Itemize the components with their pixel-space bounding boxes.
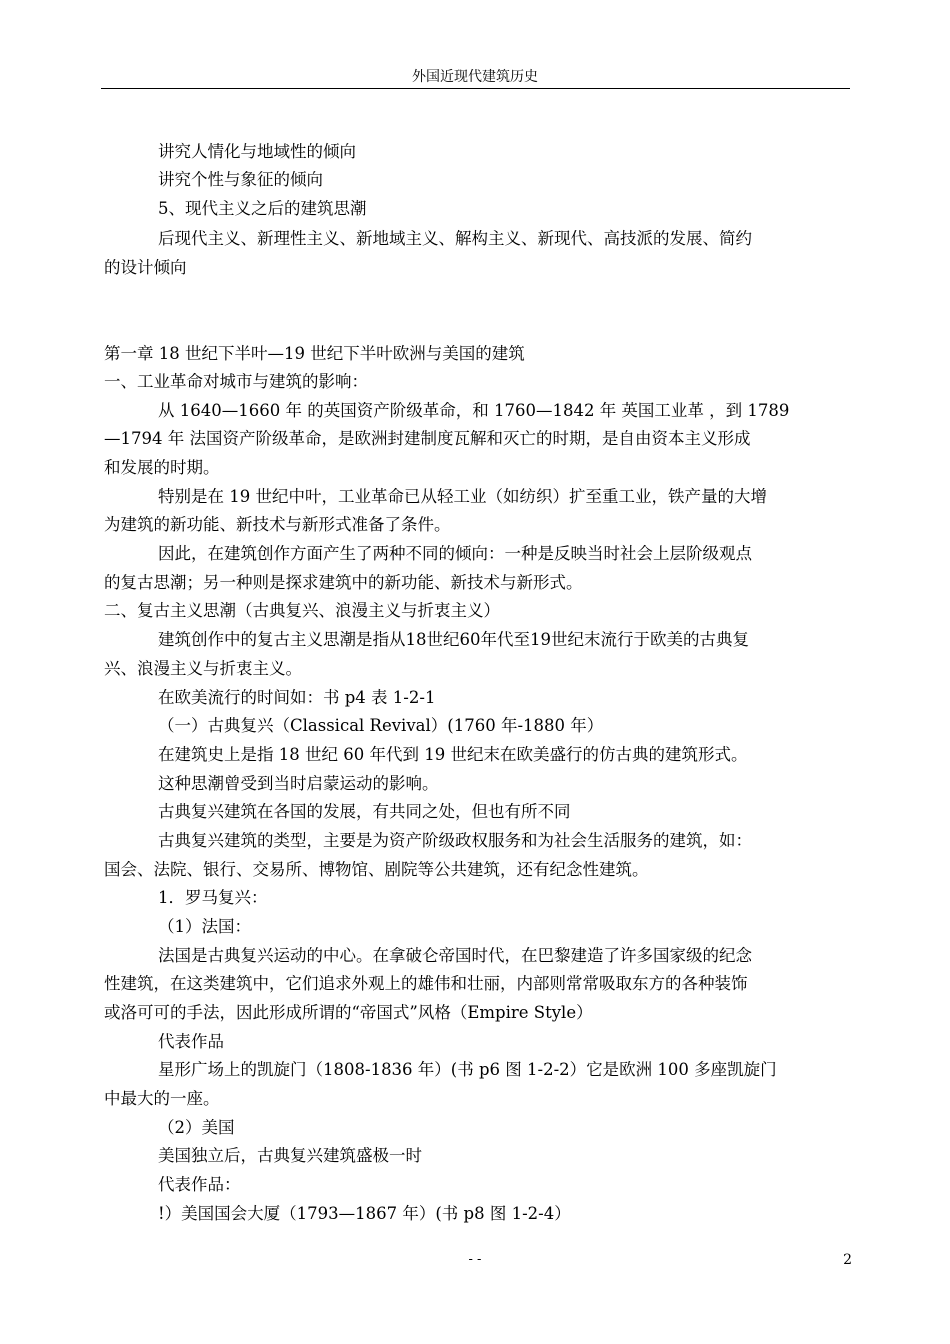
text-line: 这种思潮曾受到当时启蒙运动的影响。: [158, 774, 439, 793]
text-line: 为建筑的新功能、新技术与新形式准备了条件。: [104, 515, 451, 534]
text-line: 在欧美流行的时间如：书 p4 表 1-2-1: [158, 688, 436, 707]
header-rule: [101, 88, 850, 89]
subsection-heading: （一）古典复兴（Classical Revival）(1760 年-1880 年）: [158, 716, 604, 735]
text-line: 的复古思潮；另一种则是探求建筑中的新功能、新技术与新形式。: [104, 573, 583, 592]
list-heading: （2）美国: [158, 1118, 235, 1137]
text-line: 从 1640—1660 年 的英国资产阶级革命，和 1760—1842 年 英国工业革 ，到 1789: [158, 401, 790, 420]
text-line: 后现代主义、新理性主义、新地域主义、解构主义、新现代、高技派的发展、简约: [158, 229, 752, 248]
text-line: 国会、法院、银行、交易所、博物馆、剧院等公共建筑，还有纪念性建筑。: [104, 860, 649, 879]
text-line: 法国是古典复兴运动的中心。在拿破仑帝国时代，在巴黎建造了许多国家级的纪念: [158, 946, 752, 965]
text-line: 5、现代主义之后的建筑思潮: [158, 199, 367, 218]
page-number: 2: [843, 1252, 852, 1268]
section-heading: 二、复古主义思潮（古典复兴、浪漫主义与折衷主义）: [104, 601, 500, 620]
text-line: 中最大的一座。: [104, 1089, 220, 1108]
text-line: 的设计倾向: [104, 258, 187, 277]
text-line: 性建筑，在这类建筑中，它们追求外观上的雄伟和壮丽，内部则常常吸取东方的各种装饰: [104, 974, 748, 993]
list-heading: （1）法国：: [158, 917, 251, 936]
text-line: 讲究个性与象征的倾向: [158, 170, 323, 189]
text-line: 在建筑史上是指 18 世纪 60 年代到 19 世纪末在欧美盛行的仿古典的建筑形式。: [158, 745, 748, 764]
text-line: —1794 年 法国资产阶级革命，是欧洲封建制度瓦解和灭亡的时期，是自由资本主义形成: [104, 429, 751, 448]
text-line: 特别是在 19 世纪中叶，工业革命已从轻工业（如纺织）扩至重工业，铁产量的大增: [158, 487, 767, 506]
text-line: 星形广场上的凯旋门（1808-1836 年）(书 p6 图 1-2-2）它是欧洲 100 多座凯旋门: [158, 1060, 777, 1079]
text-line: 建筑创作中的复古主义思潮是指从18世纪60年代至19世纪末流行于欧美的古典复: [158, 630, 749, 649]
chapter-heading: 第一章 18 世纪下半叶—19 世纪下半叶欧洲与美国的建筑: [104, 344, 525, 363]
footer-dashes: - -: [468, 1252, 482, 1267]
text-line: 古典复兴建筑在各国的发展，有共同之处，但也有所不同: [158, 802, 571, 821]
text-line: 代表作品: [158, 1032, 224, 1051]
text-line: 和发展的时期。: [104, 458, 220, 477]
text-line: 美国独立后，古典复兴建筑盛极一时: [158, 1146, 422, 1165]
text-line: 代表作品：: [158, 1175, 241, 1194]
text-line: 因此，在建筑创作方面产生了两种不同的倾向：一种是反映当时社会上层阶级观点: [158, 544, 752, 563]
text-line: 或洛可可的手法，因此形成所谓的“帝国式”风格（Empire Style）: [104, 1003, 593, 1022]
text-line: 讲究人情化与地域性的倾向: [158, 142, 356, 161]
text-line: 兴、浪漫主义与折衷主义。: [104, 659, 302, 678]
section-heading: 一、工业革命对城市与建筑的影响：: [104, 372, 368, 391]
page-header-title: 外国近现代建筑历史: [412, 69, 538, 85]
list-heading: 1．罗马复兴：: [158, 888, 268, 907]
text-line: !）美国国会大厦（1793—1867 年）(书 p8 图 1-2-4）: [158, 1204, 571, 1223]
text-line: 古典复兴建筑的类型，主要是为资产阶级政权服务和为社会生活服务的建筑，如：: [158, 831, 752, 850]
